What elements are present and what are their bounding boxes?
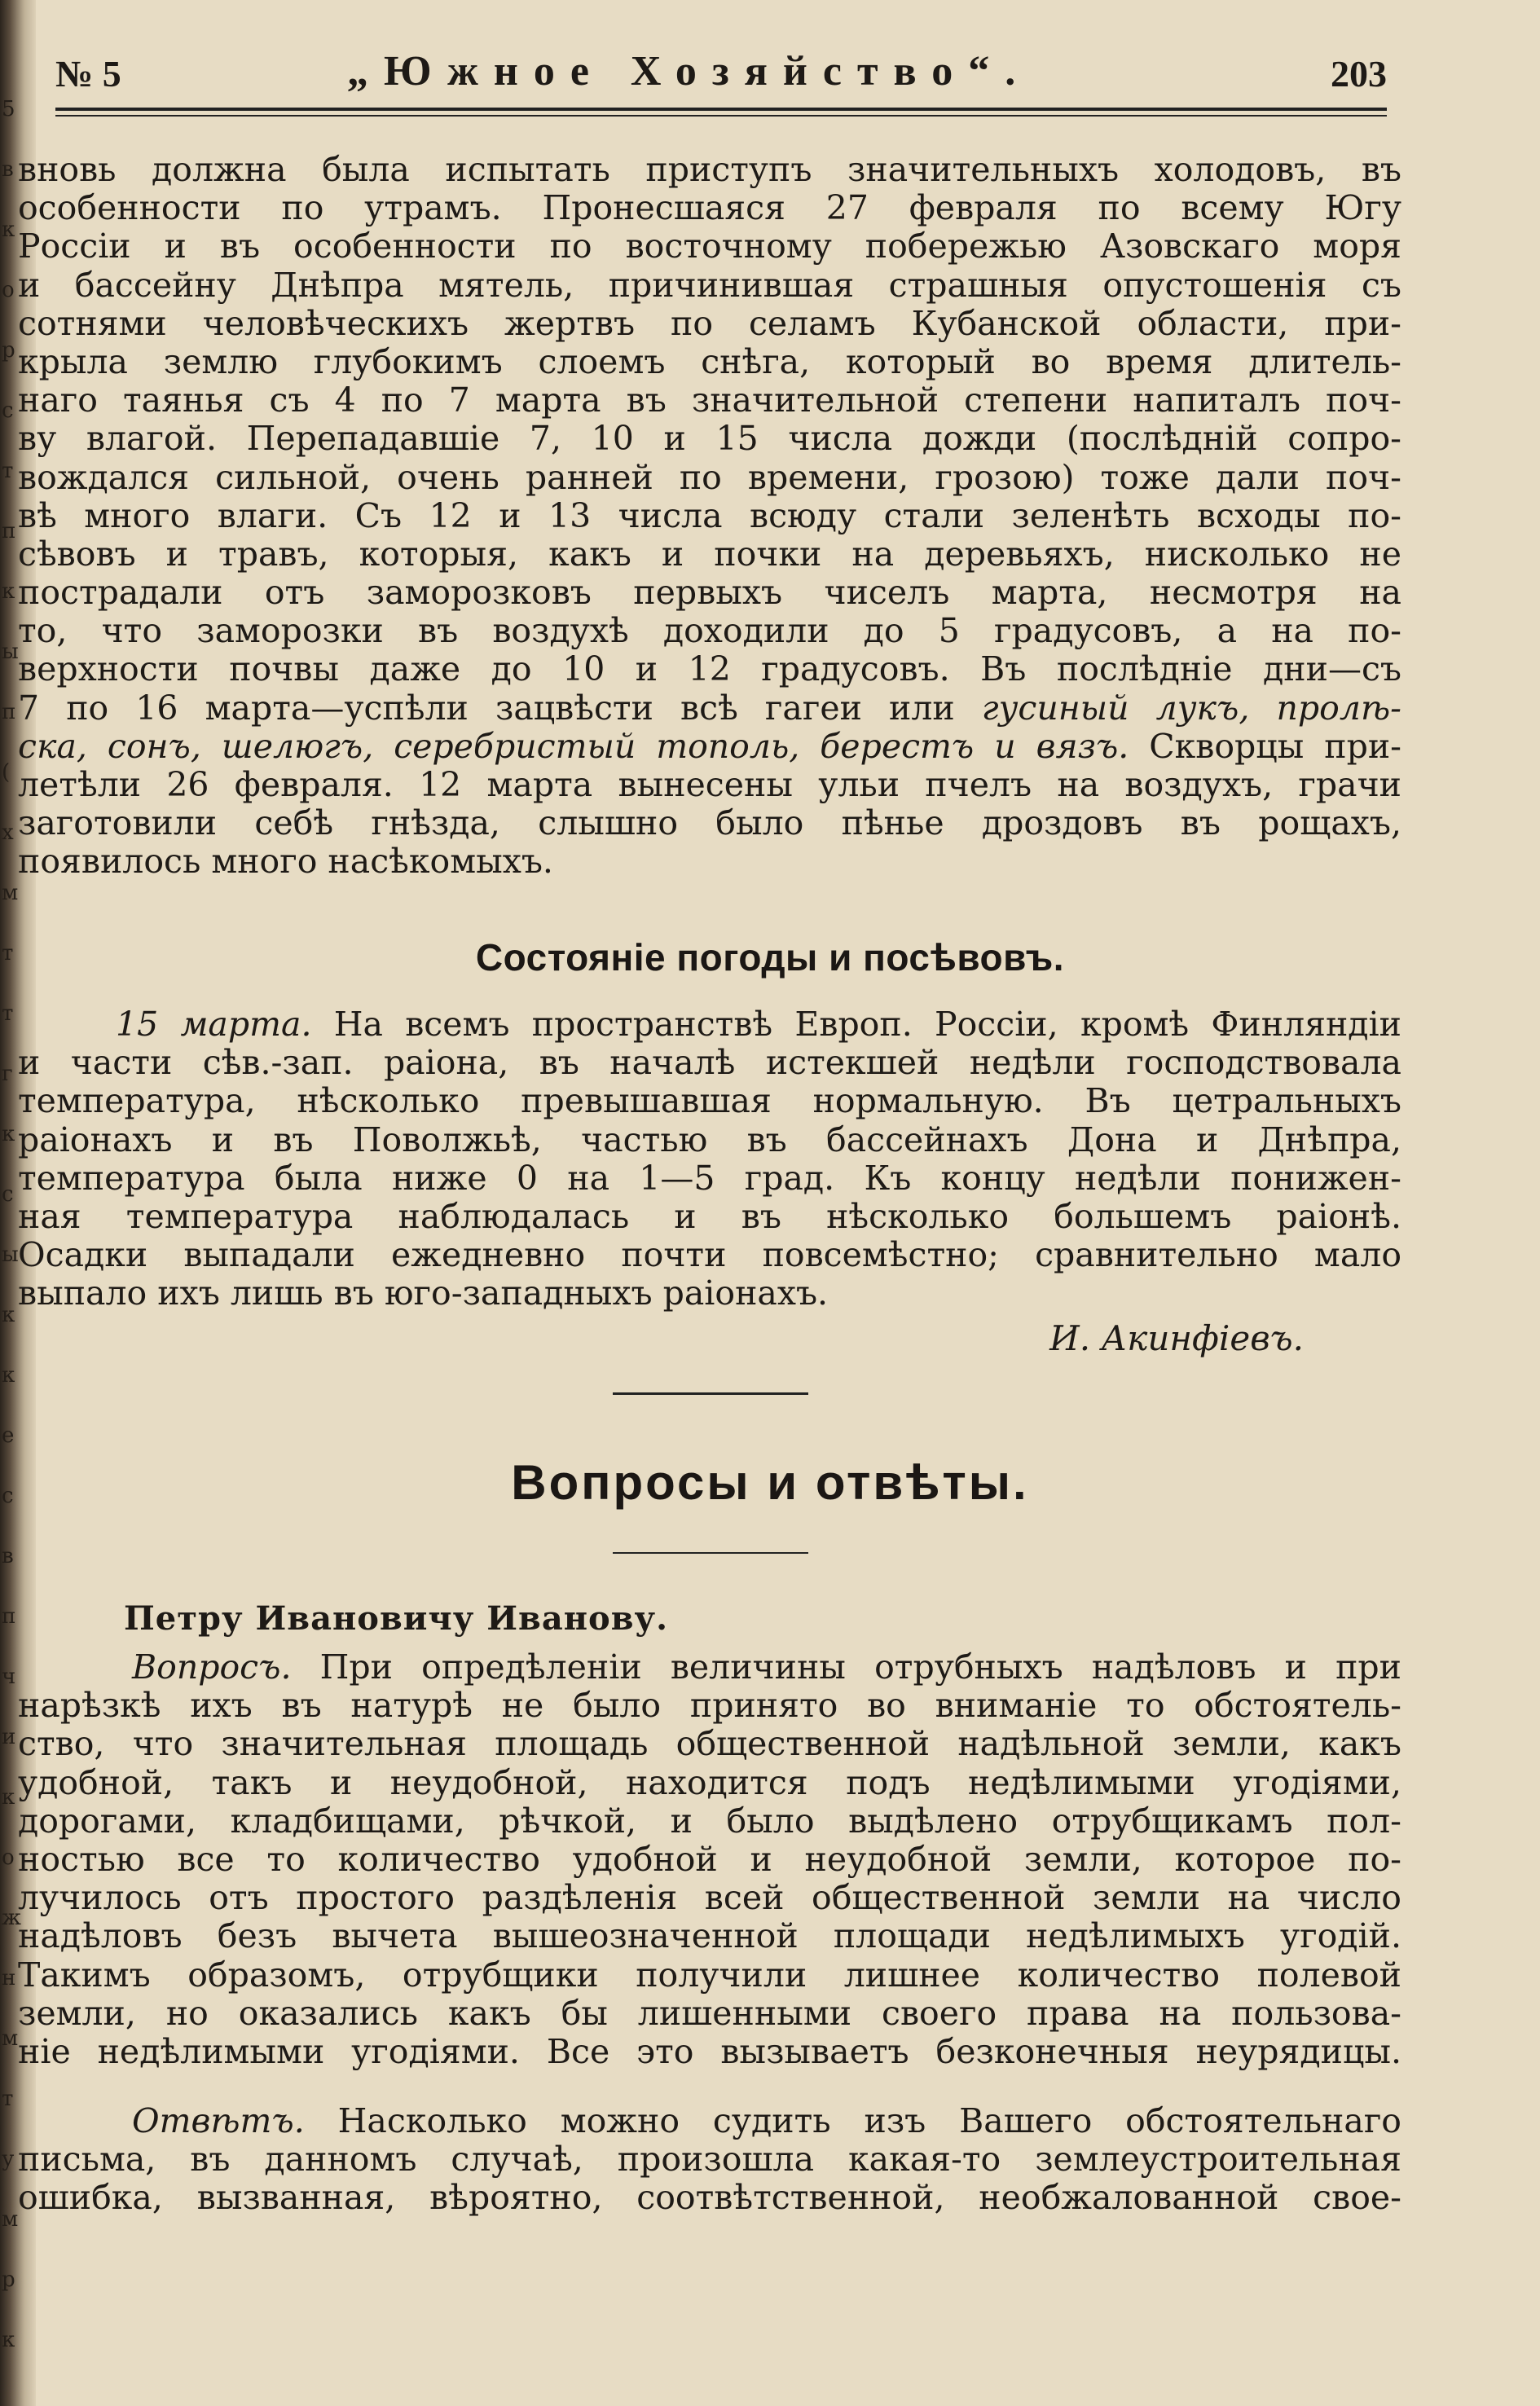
text-line: крыла землю глубокимъ слоемъ снѣга, который во время длитель- xyxy=(18,342,1401,381)
gutter-fragment: т xyxy=(2,1002,14,1025)
text-line xyxy=(18,1005,1401,1044)
text-line: и бассейну Днѣпра мятель, причинившая страшныя опустошенія съ xyxy=(18,266,1401,305)
text-line xyxy=(18,1648,1401,1687)
gutter-fragment: к xyxy=(2,2329,15,2351)
gutter-fragment: ы xyxy=(2,640,19,663)
gutter-fragment: у xyxy=(2,2148,15,2171)
text-line: земли, но оказались какъ бы лишенными своего права на пользова- xyxy=(18,1994,1401,2033)
weather-report xyxy=(18,1005,1401,1313)
author-signature: И. Акинфіевъ. xyxy=(1049,1318,1304,1358)
gutter-fragment: к xyxy=(2,1123,15,1146)
text-segment: Скворцы при- xyxy=(1129,727,1401,766)
gutter-fragment: х xyxy=(2,821,14,844)
addressee-name: Петру Ивановичу Иванову. xyxy=(124,1599,669,1638)
text-line: Россіи и въ особенности по восточному побережью Азовскаго моря xyxy=(18,227,1401,266)
gutter-fragment: с xyxy=(2,399,14,422)
text-segment: Насколько можно судить изъ Вашего обстоятельнаго xyxy=(304,2102,1401,2140)
page-number: 203 xyxy=(1331,53,1387,95)
gutter-fragment: п xyxy=(2,520,16,543)
gutter-fragment: к xyxy=(2,580,15,603)
text-line: ву влагой. Перепадавшіе 7, 10 и 15 числа дожди (послѣдній сопро- xyxy=(18,420,1401,459)
text-segment: На всемъ пространствѣ Европ. Россіи, кромѣ Финляндіи xyxy=(311,1005,1401,1044)
article-continuation xyxy=(18,151,1401,882)
text-line: Осадки выпадали ежедневно почти повсемѣстно; сравнительно мало xyxy=(18,1236,1401,1275)
text-line: удобной, такъ и неудобной, находится подъ недѣлимыми угодіями, xyxy=(18,1763,1401,1802)
text-line: письма, въ данномъ случаѣ, произошла какая-то землеустроительная xyxy=(18,2140,1401,2179)
gutter-fragment: г xyxy=(2,1062,13,1085)
text-line: особенности по утрамъ. Пронесшаяся 27 февраля по всему Югу xyxy=(18,189,1401,228)
gutter-fragment: т xyxy=(2,942,14,965)
gutter-fragment: м xyxy=(2,2208,19,2231)
text-line: летѣли 26 февраля. 12 марта вынесены ульи пчелъ на воздухъ, грачи xyxy=(18,766,1401,804)
text-line: сотнями человѣческихъ жертвъ по селамъ Кубанской области, при- xyxy=(18,304,1401,343)
text-line: пострадали отъ заморозковъ первыхъ чиселъ марта, несмотря на xyxy=(18,574,1401,613)
text-segment: При опредѣленіи величины отрубныхъ надѣловъ и при xyxy=(291,1648,1401,1687)
text-segment: 7 по 16 марта—успѣли зацвѣсти всѣ гагеи или xyxy=(18,688,982,728)
text-line: дорогами, кладбищами, рѣчкой, и было выдѣлено отрубщикамъ пол- xyxy=(18,1801,1401,1841)
gutter-fragment: т xyxy=(2,2087,14,2110)
gutter-fragment: о xyxy=(2,1846,15,1869)
text-line: то, что заморозки въ воздухѣ доходили до 5 градусовъ, а на по- xyxy=(18,612,1401,651)
text-line: ностью все то количество удобной и неудобной земли, которое по- xyxy=(18,1840,1401,1879)
text-line: наго таянья съ 4 по 7 марта въ значительной степени напиталъ поч- xyxy=(18,381,1401,420)
gutter-fragment: с xyxy=(2,1485,14,1507)
text-line: сѣвовъ и травъ, которыя, какъ и почки на деревьяхъ, нисколько не xyxy=(18,534,1401,574)
gutter-fragment: в xyxy=(2,1545,14,1568)
question-paragraph xyxy=(18,1648,1401,2071)
gutter-fragment: п xyxy=(2,1605,16,1628)
text-line: выпало ихъ лишь въ юго-западныхъ раіонахъ. xyxy=(18,1274,829,1313)
header-rule-thin xyxy=(55,115,1387,117)
italic-plant-names: ска, сонъ, шелюгъ, серебристый тополь, берестъ и вязъ. xyxy=(18,727,1129,766)
text-line: вновь должна была испытать приступъ значительныхъ холодовъ, въ xyxy=(18,151,1401,189)
gutter-fragment: т xyxy=(2,460,14,482)
gutter-fragment: м xyxy=(2,2027,19,2050)
section-heading-weather: Состояніе погоды и посѣвовъ. xyxy=(475,936,1065,979)
question-label: Вопросъ. xyxy=(132,1648,292,1687)
gutter-fragment: р xyxy=(2,2268,15,2291)
text-line: нарѣзкѣ ихъ въ натурѣ не было принято во вниманіе то обстоятель- xyxy=(18,1687,1401,1726)
text-line xyxy=(18,689,1401,728)
section-divider-small xyxy=(613,1552,808,1554)
text-line: ошибка, вызванная, вѣроятно, соотвѣтственной, необжалованной свое- xyxy=(18,2179,1401,2218)
gutter-fragment: к xyxy=(2,218,15,241)
text-line: вѣ много влаги. Съ 12 и 13 числа всюду стали зеленѣть всходы по- xyxy=(18,496,1401,535)
gutter-fragment: р xyxy=(2,339,15,362)
text-line: вождался сильной, очень ранней по времени, грозою) тоже дали поч- xyxy=(18,458,1401,497)
text-line: ніе недѣлимыми угодіями. Все это вызываетъ безконечныя неурядицы. xyxy=(18,2032,1401,2071)
gutter-fragment: е xyxy=(2,1424,15,1447)
journal-title: „Южное Хозяйство“. xyxy=(347,48,1032,95)
gutter-fragment: 5 xyxy=(2,98,15,121)
gutter-fragment: к xyxy=(2,1786,15,1809)
header-rule xyxy=(55,108,1387,111)
text-line: верхности почвы даже до 10 и 12 градусовъ. Въ послѣдніе дни—съ xyxy=(18,650,1401,689)
gutter-fragment: н xyxy=(2,1967,16,1990)
text-line: температура, нѣсколько превышавшая нормальную. Въ цетральныхъ xyxy=(18,1082,1401,1121)
gutter-fragment: к xyxy=(2,1304,15,1326)
text-line: появилось много насѣкомыхъ. xyxy=(18,842,553,882)
report-date: 15 марта. xyxy=(116,1005,312,1044)
gutter-fragment: м xyxy=(2,882,19,904)
text-line xyxy=(18,728,1401,766)
section-heading-qa: Вопросы и отвѣты. xyxy=(511,1455,1029,1510)
gutter-fragment: и xyxy=(2,1726,16,1748)
text-line: заготовили себѣ гнѣзда, слышно было пѣнье дроздовъ въ рощахъ, xyxy=(18,804,1401,843)
text-line: и части сѣв.-зап. раіона, въ началѣ истекшей недѣли господствовала xyxy=(18,1044,1401,1083)
gutter-fragment: с xyxy=(2,1183,14,1206)
gutter-fragment: ч xyxy=(2,1665,16,1688)
text-line: ная температура наблюдалась и въ нѣсколько большемъ раіонѣ. xyxy=(18,1197,1401,1236)
text-line: надѣловъ безъ вычета вышеозначенной площади недѣлимыхъ угодій. xyxy=(18,1917,1401,1956)
gutter-fragment: о xyxy=(2,279,15,301)
section-divider xyxy=(613,1392,808,1395)
text-line: ство, что значительная площадь общественной надѣльной земли, какъ xyxy=(18,1725,1401,1764)
text-line xyxy=(18,2102,1401,2140)
gutter-fragment: п xyxy=(2,701,16,724)
text-line: лучилось отъ простого раздѣленія всей общественной земли на число xyxy=(18,1879,1401,1918)
gutter-fragment: в xyxy=(2,158,14,181)
answer-paragraph xyxy=(18,2102,1401,2218)
gutter-fragment: ы xyxy=(2,1243,19,1266)
text-line: температура была ниже 0 на 1—5 град. Къ концу недѣли понижен- xyxy=(18,1159,1401,1198)
running-header xyxy=(55,47,1387,111)
gutter-fragment: ( xyxy=(2,761,11,784)
gutter-fragment: к xyxy=(2,1364,15,1387)
answer-label: Отвѣтъ. xyxy=(132,2102,305,2140)
gutter-fragment: ж xyxy=(2,1907,21,1929)
italic-plant-names: гусиный лукъ, пролѣ- xyxy=(981,688,1401,728)
issue-number: № 5 xyxy=(55,53,121,95)
text-line: Такимъ образомъ, отрубщики получили лишнее количество полевой xyxy=(18,1955,1401,1995)
text-line: раіонахъ и въ Поволжьѣ, частью въ бассейнахъ Дона и Днѣпра, xyxy=(18,1120,1401,1159)
